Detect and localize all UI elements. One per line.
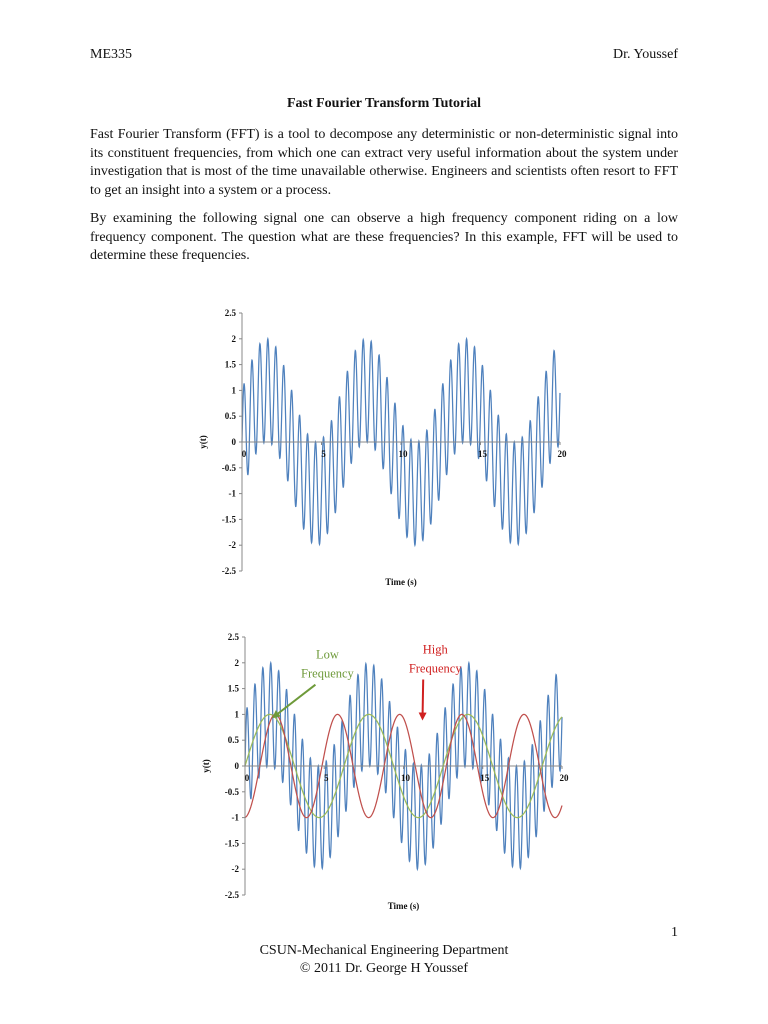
x-tick-label: 0	[244, 773, 250, 783]
annotation-line: Low	[315, 647, 339, 662]
y-tick-label: 0.5	[224, 411, 236, 422]
footer-copyright: © 2011 Dr. George H Youssef	[299, 961, 469, 976]
y-tick-label: 1	[231, 385, 236, 396]
y-tick-label: -2	[228, 540, 236, 551]
header-course: ME335	[90, 47, 132, 62]
y-tick-label: 2.5	[224, 308, 236, 318]
footer	[0, 942, 768, 978]
x-tick-label: 10	[401, 773, 410, 783]
y-tick-label: -1	[231, 812, 239, 823]
y-tick-label: 0	[231, 437, 236, 447]
y-tick-label: 0	[234, 761, 239, 771]
x-tick-label: 5	[321, 449, 326, 459]
y-tick-label: -0.5	[221, 462, 236, 473]
annotation-line: High	[422, 642, 448, 657]
y-tick-label: 1	[234, 709, 239, 720]
y-tick-label: 1.5	[224, 359, 236, 370]
annotation-line: Frequency	[408, 661, 462, 676]
annotation-label	[301, 648, 355, 681]
signal-paragraph: By examining the following signal one can observe a high frequency component riding on a low frequency component. The question what are these frequencies? In this example, FFT will be used to determine these frequencies.	[90, 211, 678, 263]
y-tick-label: 2	[234, 657, 239, 668]
signal-chart	[0, 300, 768, 600]
annotation-label	[409, 643, 463, 676]
y-tick-label: -1.5	[221, 514, 236, 525]
annotation-arrow	[423, 680, 424, 719]
x-tick-label: 15	[480, 773, 490, 783]
annotation-line: Frequency	[301, 666, 354, 681]
y-tick-label: -2	[231, 864, 239, 875]
y-axis-label: y(t)	[198, 435, 208, 449]
x-tick-label: 10	[398, 449, 408, 459]
x-axis-label: Time (s)	[385, 577, 417, 587]
components-chart	[0, 625, 768, 925]
intro-paragraph: Fast Fourier Transform (FFT) is a tool to decompose any deterministic or non-deterministic signal into its constituent frequencies, from which one can extract very useful information about the system under investigation that is most of the time unavailable otherwise. Engineers and scientists often resort to FFT to get an insight into a system or a process.	[90, 127, 678, 198]
x-tick-label: 0	[241, 449, 247, 459]
document-title: Fast Fourier Transform Tutorial	[286, 96, 482, 111]
x-tick-label: 20	[557, 449, 567, 459]
x-axis-label: Time (s)	[387, 901, 420, 911]
y-tick-label: 0.5	[227, 735, 239, 746]
page-number: 1	[671, 925, 678, 940]
x-tick-label: 20	[559, 773, 569, 783]
footer-department: CSUN-Mechanical Engineering Department	[259, 943, 509, 958]
x-tick-label: 15	[478, 449, 487, 459]
y-tick-label: 2	[231, 333, 236, 344]
y-axis-label: y(t)	[201, 759, 211, 773]
y-tick-label: -0.5	[224, 786, 239, 797]
y-tick-label: -2.5	[224, 890, 239, 900]
y-tick-label: -1	[228, 488, 236, 499]
y-tick-label: -1.5	[224, 838, 239, 849]
y-tick-label: 1.5	[227, 683, 239, 694]
header-author: Dr. Youssef	[613, 47, 678, 62]
y-tick-label: 2.5	[227, 632, 239, 642]
x-tick-label: 5	[324, 773, 329, 783]
y-tick-label: -2.5	[221, 566, 236, 576]
